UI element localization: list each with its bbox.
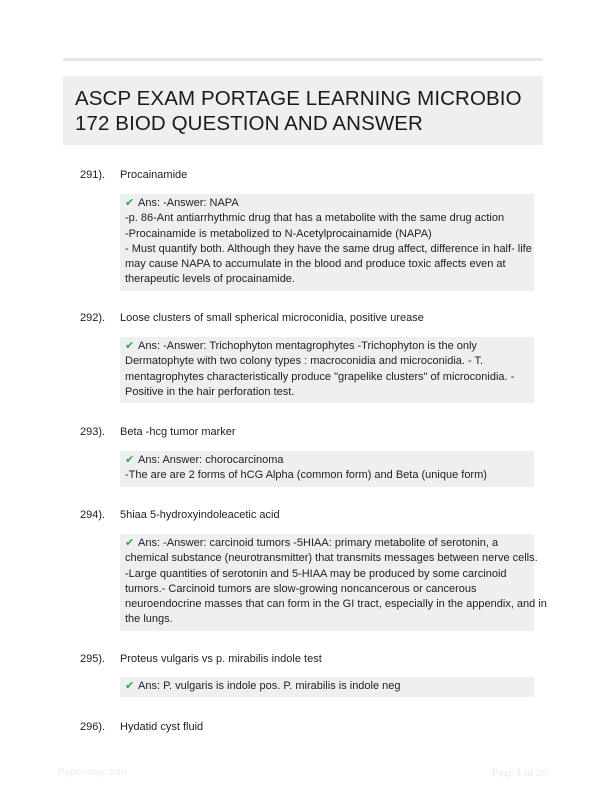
question-number: 295). [80,653,106,665]
page-number: Page 1 of 20 [491,767,547,779]
answer-box [120,534,547,631]
answer-line: -p. 86-Ant antiarrhythmic drug that has a metabolite with the same drug action [125,212,505,225]
answer-box [120,337,534,403]
check-icon: ✔ [125,454,135,466]
question-text: Hydatid cyst fluid [120,721,204,733]
question-number: 293). [80,426,106,438]
question-text: Proteus vulgaris vs p. mirabilis indole test [120,653,322,665]
question-number: 294). [80,509,106,521]
question-number: 291). [80,169,106,181]
answer-line: -The are are 2 forms of hCG Alpha (common form) and Beta (unique form) [125,469,487,482]
answer-line: Ans: -Answer: Trichophyton mentagrophytes -Trichophyton is the only [138,340,477,352]
answer-line: may cause NAPA to accumulate in the blood and produce toxic affects even at [125,258,506,271]
title-line: 172 BIOD QUESTION AND ANSWER [75,112,423,135]
question-text: Procainamide [120,169,188,181]
answer-line: -Procainamide is metabolized to N-Acetylprocainamide (NAPA) [125,227,432,240]
answer-box [120,194,534,291]
question-text: Loose clusters of small spherical microconidia, positive urease [120,312,424,324]
answer-line: neuroendocrine masses that can form in the GI tract, especially in the appendix, and in [125,598,547,611]
answer-line: Positive in the hair perforation test. [125,385,295,398]
check-icon: ✔ [125,197,135,209]
top-divider [63,58,543,61]
answer-line: the lungs. [125,613,173,626]
answer-line: - Must quantify both. Although they have the same drug affect, difference in half- life [125,242,532,255]
question-number: 296). [80,721,106,733]
answer-box [120,677,534,697]
document-title-box [63,76,543,145]
question-number: 292). [80,312,106,324]
answer-line: Dermatophyte with two colony types : macroconidia and microconidia. - T. [125,355,484,368]
answer-line: Ans: Answer: chorocarcinoma [138,454,284,466]
document-title [75,86,531,136]
answer-line: chemical substance (neurotransmitter) that transmits messages between nerve cells. [125,552,538,565]
answer-line: therapeutic levels of procainamide. [125,273,295,286]
check-icon: ✔ [125,537,135,549]
check-icon: ✔ [125,680,135,692]
answer-line: tumors.- Carcinoid tumors are slow-growing noncancerous or cancerous [125,582,477,595]
question-text: Beta -hcg tumor marker [120,426,236,438]
title-line: ASCP EXAM PORTAGE LEARNING MICROBIO [75,87,522,110]
footer-watermark: Papersbuy.com [58,767,127,778]
answer-line: Ans: P. vulgaris is indole pos. P. mirabilis is indole neg [138,680,401,692]
answer-line: mentagrophytes characteristically produce "grapelike clusters" of microconidia. - [125,370,515,383]
check-icon: ✔ [125,340,135,352]
question-text: 5hiaa 5-hydroxyindoleacetic acid [120,509,280,521]
answer-line: Ans: -Answer: carcinoid tumors -5HIAA: primary metabolite of serotonin, a [138,537,499,549]
answer-line: Ans: -Answer: NAPA [138,197,239,209]
answer-line: -Large quantities of serotonin and 5-HIAA may be produced by some carcinoid [125,567,507,580]
answer-box [120,451,534,487]
